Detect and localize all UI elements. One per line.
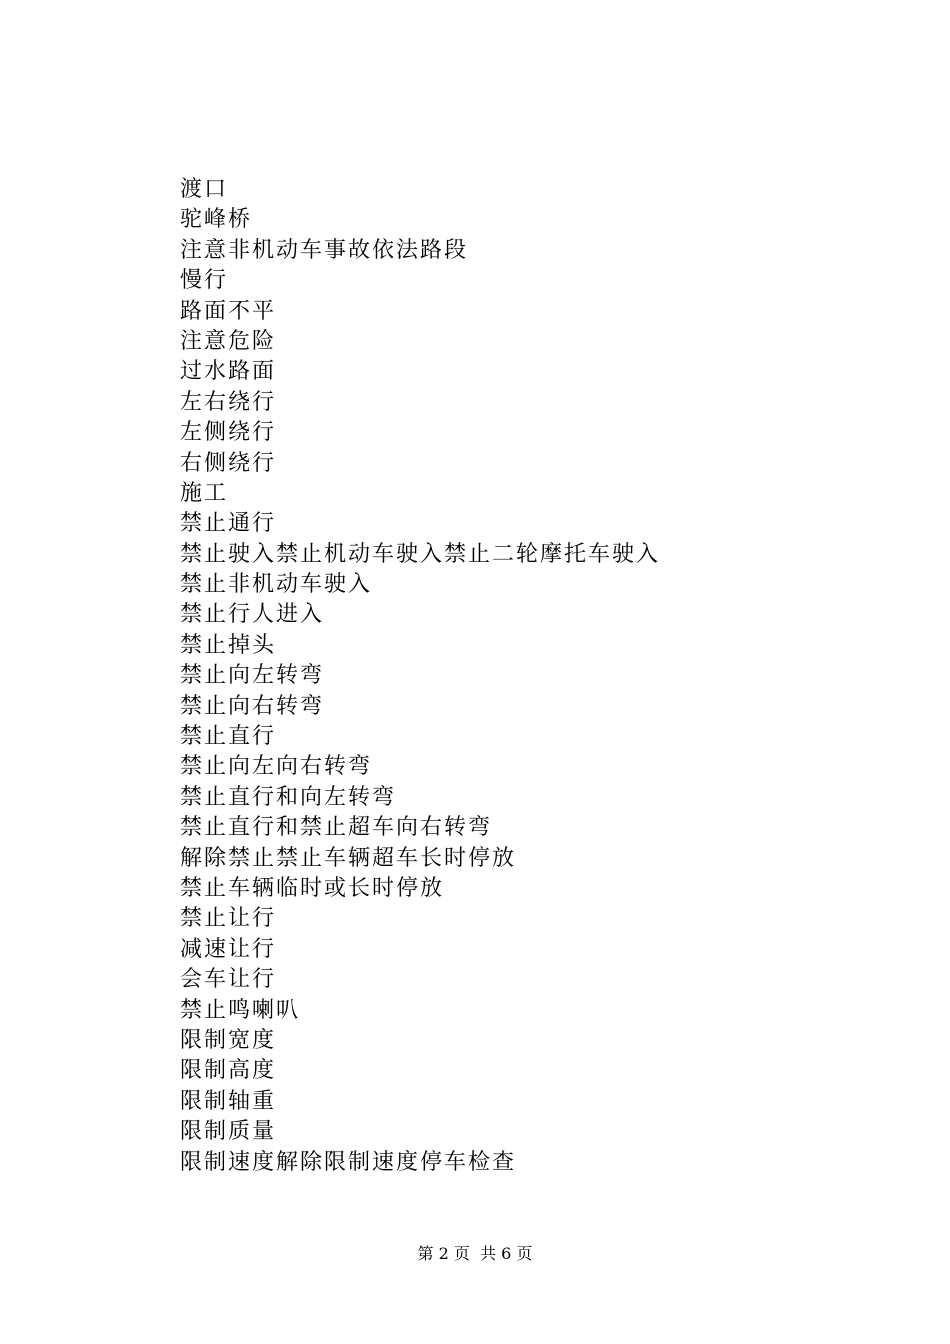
document-line: 禁止车辆临时或长时停放	[180, 875, 445, 901]
document-line: 禁止直行和禁止超车向右转弯	[180, 815, 493, 841]
document-line: 注意非机动车事故依法路段	[180, 237, 469, 263]
document-line: 驼峰桥	[180, 207, 253, 233]
document-line: 限制宽度	[180, 1027, 277, 1053]
document-line: 禁止向左转弯	[180, 663, 325, 689]
document-line: 注意危险	[180, 328, 277, 354]
document-line: 渡口	[180, 177, 229, 202]
document-line: 右侧绕行	[180, 450, 277, 476]
document-line: 施工	[180, 480, 229, 506]
document-line: 左右绕行	[180, 389, 277, 415]
document-line: 会车让行	[180, 967, 277, 993]
document-line: 禁止非机动车驶入	[180, 572, 373, 598]
document-line: 禁止行人进入	[180, 602, 325, 628]
document-line: 路面不平	[180, 298, 277, 324]
page-number-footer: 第 2 页 共 6 页	[417, 1244, 533, 1263]
document-line: 限制质量	[180, 1119, 277, 1145]
document-line: 禁止鸣喇叭	[180, 997, 301, 1023]
document-line: 限制速度解除限制速度停车检查	[180, 1149, 517, 1175]
document-line: 禁止直行	[180, 724, 277, 750]
document-line: 限制高度	[180, 1058, 277, 1084]
document-line: 禁止驶入禁止机动车驶入禁止二轮摩托车驶入	[180, 541, 661, 567]
document-line: 慢行	[180, 268, 229, 294]
sign-name-list	[180, 175, 660, 1178]
document-line: 左侧绕行	[180, 420, 277, 446]
document-line: 禁止通行	[180, 511, 277, 537]
document-line: 解除禁止禁止车辆超车长时停放	[180, 845, 517, 871]
document-line: 过水路面	[180, 359, 277, 385]
document-line: 禁止让行	[180, 906, 277, 932]
document-line: 减速让行	[180, 936, 277, 962]
document-line: 禁止向右转弯	[180, 693, 325, 719]
document-line: 禁止掉头	[180, 632, 277, 658]
document-line: 限制轴重	[180, 1088, 277, 1114]
document-line: 禁止直行和向左转弯	[180, 784, 397, 810]
document-line: 禁止向左向右转弯	[180, 754, 373, 780]
